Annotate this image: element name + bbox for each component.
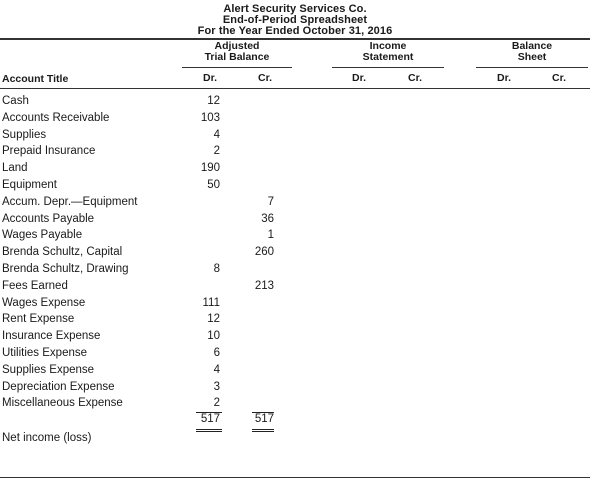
- account-name: Supplies: [2, 128, 47, 141]
- atb-dr-value: 2: [213, 397, 220, 410]
- bs-group-rule: [476, 67, 588, 68]
- table-row: [0, 128, 590, 145]
- atb-dr-value: 4: [213, 363, 220, 376]
- table-row: [0, 346, 590, 363]
- atb-group-rule: [182, 67, 292, 68]
- table-row: [0, 228, 590, 245]
- account-name: Prepaid Insurance: [2, 145, 96, 158]
- total-dr: 517: [200, 413, 220, 425]
- account-name: Equipment: [2, 179, 57, 191]
- income-statement-heading: Income Statement: [362, 40, 414, 63]
- account-name: Fees Earned: [2, 279, 68, 292]
- table-row: [0, 111, 590, 128]
- atb-dr-value: 111: [202, 296, 220, 309]
- table-row: [0, 363, 590, 380]
- atb-dr-value: 4: [213, 128, 220, 141]
- table-row: [0, 279, 590, 296]
- atb-dr-value: 8: [213, 263, 220, 275]
- account-name: Supplies Expense: [2, 363, 95, 376]
- balance-sheet-heading: Balance Sheet: [511, 40, 553, 63]
- table-row: [0, 178, 590, 195]
- atb-dr-value: 103: [200, 111, 220, 124]
- account-name: Cash: [2, 95, 29, 107]
- bottom-rule: [0, 477, 590, 478]
- table-row: [0, 396, 590, 413]
- atb-cr-double-rule: [252, 429, 274, 432]
- atb-cr-heading: Cr.: [258, 72, 273, 84]
- atb-dr-value: 12: [207, 95, 220, 107]
- table-row: [0, 312, 590, 329]
- atb-dr-value: 2: [213, 145, 220, 158]
- report-period: For the Year Ended October 31, 2016: [197, 25, 393, 37]
- top-rule: [0, 38, 590, 40]
- atb-dr-value: 190: [200, 162, 220, 175]
- table-row: [0, 329, 590, 346]
- account-name: Accounts Receivable: [2, 111, 110, 124]
- account-name: Miscellaneous Expense: [2, 397, 123, 410]
- table-row: [0, 212, 590, 229]
- report-title: End-of-Period Spreadsheet: [222, 14, 368, 26]
- account-name: Wages Expense: [2, 296, 86, 309]
- account-name: Brenda Schultz, Drawing: [2, 263, 129, 275]
- bs-cr-heading: Cr.: [552, 72, 567, 84]
- account-name: Brenda Schultz, Capital: [2, 246, 123, 259]
- atb-dr-value: 6: [213, 347, 220, 359]
- account-name: Utilities Expense: [2, 347, 88, 359]
- atb-dr-value: 3: [213, 380, 220, 393]
- account-name: Insurance Expense: [2, 330, 101, 343]
- atb-dr-double-rule: [196, 429, 222, 432]
- account-name: Wages Payable: [2, 229, 83, 242]
- header-bottom-rule: [0, 88, 590, 89]
- table-row: [0, 144, 590, 161]
- atb-cr-value: 260: [254, 246, 274, 259]
- adjusted-trial-balance-heading: Adjusted Trial Balance: [204, 40, 270, 63]
- account-name: Land: [2, 162, 28, 175]
- account-name: Accum. Depr.—Equipment: [2, 195, 138, 208]
- account-name: Depreciation Expense: [2, 380, 115, 393]
- net-income-label: Net income (loss): [2, 432, 92, 444]
- is-cr-heading: Cr.: [408, 72, 423, 84]
- table-row: [0, 296, 590, 313]
- table-row: [0, 380, 590, 397]
- table-row: [0, 94, 590, 111]
- atb-dr-heading: Dr.: [203, 72, 218, 84]
- bs-dr-heading: Dr.: [497, 72, 512, 84]
- totals-row: [0, 412, 590, 429]
- table-row: [0, 262, 590, 279]
- atb-cr-value: 213: [254, 279, 274, 292]
- total-cr: 517: [254, 413, 274, 425]
- atb-cr-value: 36: [261, 212, 274, 225]
- account-name: Rent Expense: [2, 313, 75, 326]
- table-row: [0, 161, 590, 178]
- is-group-rule: [332, 67, 444, 68]
- table-row: [0, 245, 590, 262]
- atb-cr-value: 1: [267, 229, 274, 242]
- account-title-heading: Account Title: [2, 73, 69, 85]
- atb-cr-value: 7: [267, 195, 274, 208]
- company-name: Alert Security Services Co.: [223, 3, 367, 15]
- atb-dr-value: 50: [207, 179, 220, 191]
- account-name: Accounts Payable: [2, 212, 95, 225]
- atb-dr-value: 10: [207, 330, 220, 343]
- atb-dr-value: 12: [207, 313, 220, 326]
- is-dr-heading: Dr.: [352, 72, 367, 84]
- table-row: [0, 195, 590, 212]
